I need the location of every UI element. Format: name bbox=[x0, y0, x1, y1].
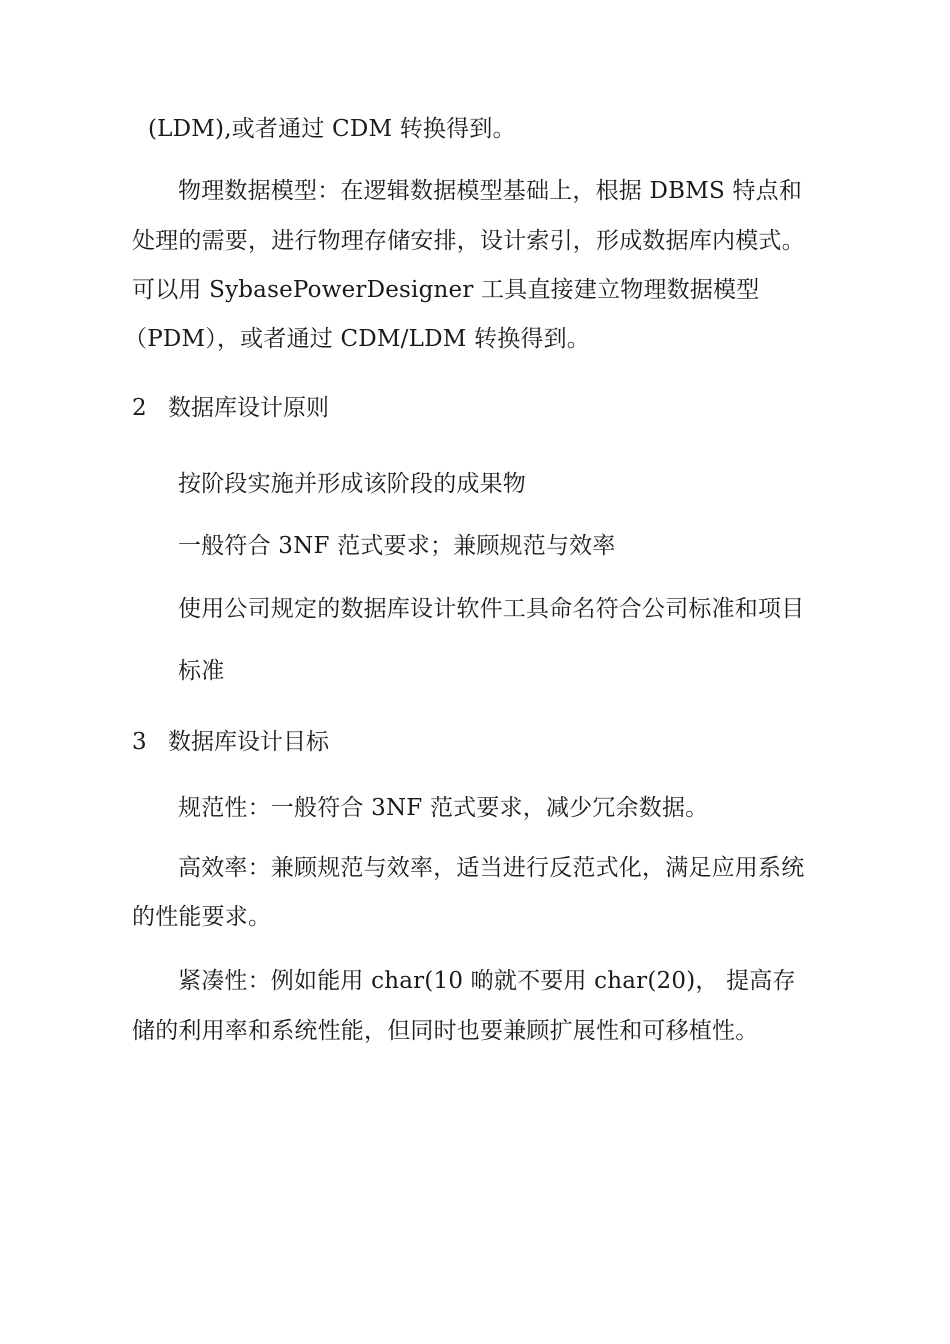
section-2-heading bbox=[132, 393, 329, 423]
principle-item: 标准 bbox=[178, 658, 225, 684]
paragraph-pdm-line-2: 处理的需要，进行物理存储安排，设计索引，形成数据库内模式。 bbox=[132, 228, 805, 254]
goal-compactness-line-1: 紧凑性：例如能用 char(10 啲就不要用 char(20)， 提高存 bbox=[178, 968, 796, 994]
goal-normalization: 规范性：一般符合 3NF 范式要求，减少冗余数据。 bbox=[178, 795, 709, 821]
goal-efficiency-line-1: 高效率：兼顾规范与效率，适当进行反范式化，满足应用系统 bbox=[178, 855, 805, 881]
principle-item: 使用公司规定的数据库设计软件工具命名符合公司标准和项目 bbox=[178, 596, 805, 622]
section-2-title: 数据库设计原则 bbox=[168, 395, 329, 421]
principle-item: 按阶段实施并形成该阶段的成果物 bbox=[178, 471, 526, 497]
section-3-number: 3 bbox=[132, 729, 147, 755]
paragraph-pdm-line-3: 可以用 SybasePowerDesigner 工具直接建立物理数据模型 bbox=[132, 277, 760, 303]
goal-compactness-line-2: 储的利用率和系统性能，但同时也要兼顾扩展性和可移植性。 bbox=[132, 1018, 759, 1044]
paragraph-pdm-line-4: （PDM），或者通过 CDM/LDM 转换得到。 bbox=[124, 326, 590, 352]
goal-efficiency-line-2: 的性能要求。 bbox=[132, 904, 272, 930]
paragraph-pdm-line-1: 物理数据模型：在逻辑数据模型基础上，根据 DBMS 特点和 bbox=[178, 178, 803, 204]
paragraph-ldm-tail: (LDM),或者通过 CDM 转换得到。 bbox=[148, 116, 516, 142]
section-3-title: 数据库设计目标 bbox=[168, 729, 329, 755]
section-2-number: 2 bbox=[132, 395, 147, 421]
principle-item: 一般符合 3NF 范式要求；兼顾规范与效率 bbox=[178, 533, 616, 559]
section-3-heading bbox=[132, 727, 329, 757]
